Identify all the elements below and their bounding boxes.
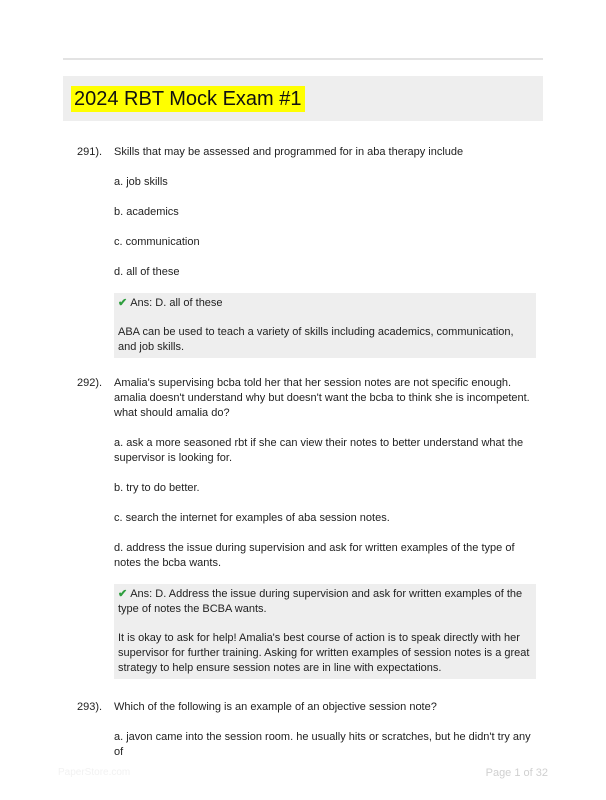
- check-icon: ✔: [118, 297, 128, 309]
- question-text: Which of the following is an example of an objective session note?: [114, 701, 437, 713]
- question-text: Skills that may be assessed and programmed for in aba therapy include: [114, 146, 464, 158]
- title-band: [63, 76, 543, 121]
- answer-explanation: It is okay to ask for help! Amalia's best course of action is to speak directly with her supervisor for further training. Asking for written examples of session notes is a great strategy to help ensure session notes are in line with expectations.: [118, 632, 530, 674]
- question-body: [114, 376, 536, 679]
- page-number: Page 1 of 32: [485, 767, 548, 779]
- answer-text: Ans: D. Address the issue during supervision and ask for written examples of the type of notes the BCBA wants.: [118, 588, 523, 615]
- top-rule: [63, 58, 543, 60]
- question-number: 291).: [77, 146, 103, 158]
- answer-box: [114, 293, 536, 358]
- answer-line: [118, 296, 532, 311]
- option-a: a. ask a more seasoned rbt if she can view their notes to better understand what the supervisor is looking for.: [114, 437, 524, 464]
- option-d: d. address the issue during supervision and ask for written examples of the type of notes the bcba wants.: [114, 542, 515, 569]
- option-a: a. job skills: [114, 176, 168, 188]
- option-b: b. try to do better.: [114, 482, 200, 494]
- question-body: [114, 145, 536, 358]
- option-b: b. academics: [114, 206, 179, 218]
- question-text: Amalia's supervising bcba told her that her session notes are not specific enough. amalia doesn't understand why but doesn't want the bcba to think she is incompetent. what should amalia do?: [114, 377, 530, 419]
- option-d: d. all of these: [114, 266, 180, 278]
- option-c: c. communication: [114, 236, 200, 248]
- answer-box: [114, 584, 536, 679]
- check-icon: ✔: [118, 588, 128, 600]
- question-body: [114, 700, 536, 775]
- option-c: c. search the internet for examples of aba session notes.: [114, 512, 390, 524]
- document-title: 2024 RBT Mock Exam #1: [71, 86, 305, 112]
- footer-watermark: PaperStore.com: [58, 767, 131, 778]
- answer-text: Ans: D. all of these: [130, 297, 223, 309]
- question-number: 293).: [77, 701, 103, 713]
- option-a: a. javon came into the session room. he usually hits or scratches, but he didn't try any of: [114, 731, 531, 758]
- question-number: 292).: [77, 377, 103, 389]
- answer-explanation: ABA can be used to teach a variety of skills including academics, communication, and job skills.: [118, 326, 514, 353]
- answer-line: [118, 587, 532, 617]
